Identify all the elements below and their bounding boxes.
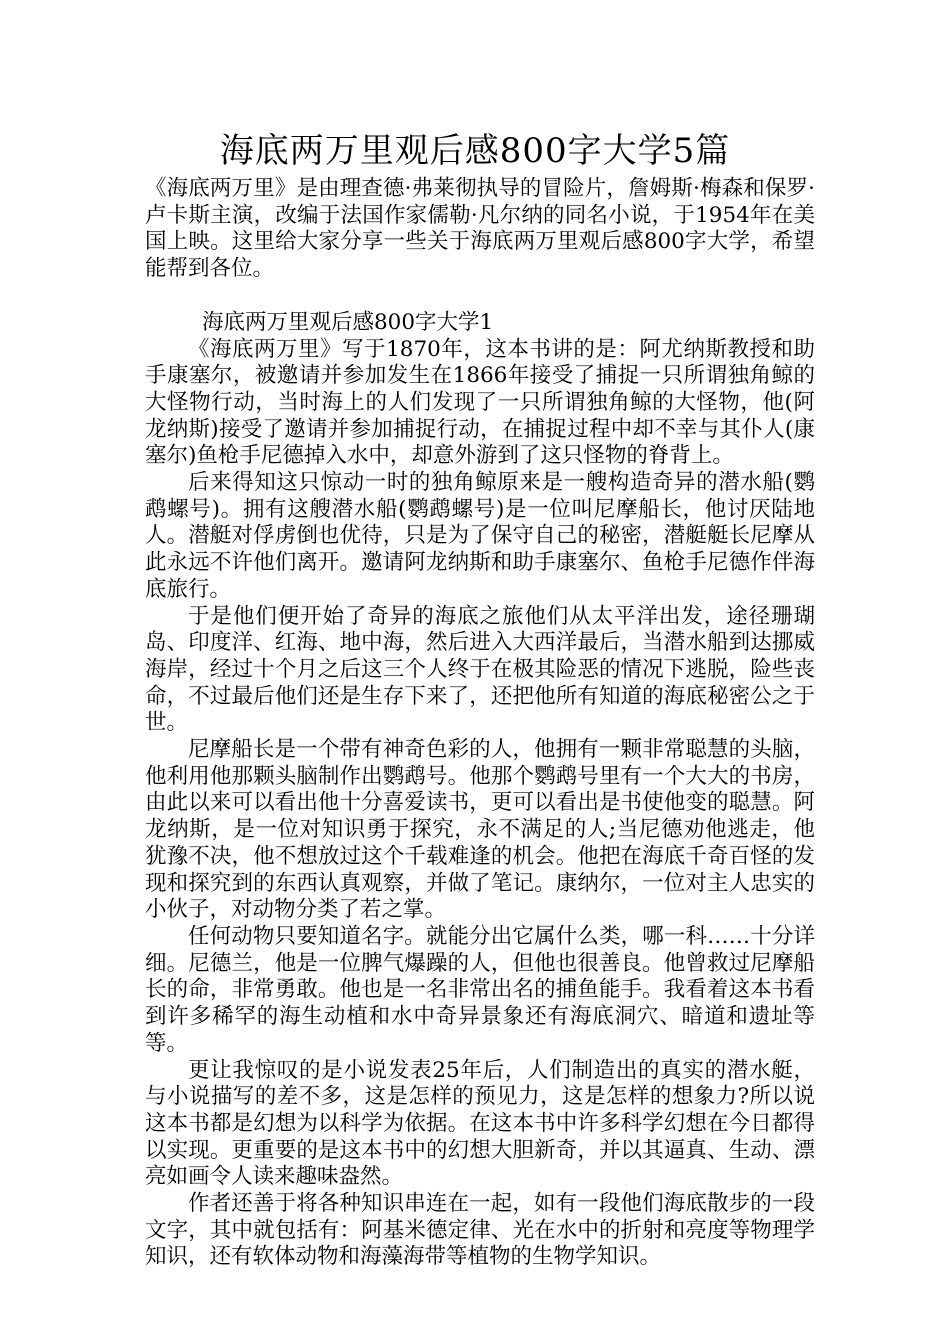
section-heading: 海底两万里观后感800字大学1 xyxy=(202,309,494,335)
body-paragraph: 于是他们便开始了奇异的海底之旅他们从太平洋出发，途径珊瑚岛、印度洋、红海、地中海，然后进入大西洋最后，当潜水船到达挪威海岸，经过十个月之后这三个人终于在极其险恶的情况下逃脱，险些丧命，不过最后他们还是生存下来了，还把他所有知道的海底秘密公之于世。 xyxy=(145,603,815,736)
body-paragraph: 任何动物只要知道名字。就能分出它属什么类，哪一科……十分详细。尼德兰，他是一位脾气爆躁的人，但他也很善良。他曾救过尼摩船长的命，非常勇敢。他也是一名非常出名的捕鱼能手。我看着这本书看到许多稀罕的海生动植和水中奇异景象还有海底洞穴、暗道和遗址等等。 xyxy=(145,923,815,1056)
body-paragraph: 作者还善于将各种知识串连在一起，如有一段他们海底散步的一段文字，其中就包括有：阿基米德定律、光在水中的折射和亮度等物理学知识，还有软体动物和海藻海带等植物的生物学知识。 xyxy=(145,1191,815,1270)
body-paragraph: 后来得知这只惊动一时的独角鲸原来是一艘构造奇异的潜水船(鹦鹉螺号)。拥有这艘潜水船(鹦鹉螺号)是一位叫尼摩船长，他讨厌陆地人。潜艇对俘虏倒也优待，只是为了保守自己的秘密，潜艇艇长尼摩从此永远不许他们离开。邀请阿龙纳斯和助手康塞尔、鱼枪手尼德作伴海底旅行。 xyxy=(145,470,815,602)
body-paragraph: 《海底两万里》写于1870年，这本书讲的是：阿尤纳斯教授和助手康塞尔，被邀请并参加发生在1866年接受了捕捉一只所谓独角鲸的大怪物行动，当时海上的人们发现了一只所谓独角鲸的大怪物，他(阿龙纳斯)接受了邀请并参加捕捉行动，在捕捉过程中却不幸与其仆人(康塞尔)鱼枪手尼德掉入水中，却意外游到了这只怪物的脊背上。 xyxy=(145,336,815,469)
document-body xyxy=(145,176,815,1271)
paragraph-spacer xyxy=(145,283,815,310)
intro-paragraph: 《海底两万里》是由理查德·弗莱彻执导的冒险片，詹姆斯·梅森和保罗·卢卡斯主演，改编于法国作家儒勒·凡尔纳的同名小说，于1954年在美国上映。这里给大家分享一些关于海底两万里观后感800字大学，希望能帮到各位。 xyxy=(145,176,815,282)
body-paragraph: 更让我惊叹的是小说发表25年后，人们制造出的真实的潜水艇，与小说描写的差不多，这是怎样的预见力，这是怎样的想象力?所以说这本书都是幻想为以科学为依据。在这本书中许多科学幻想在今日都得以实现。更重要的是这本书中的幻想大胆新奇，并以其逼真、生动、漂亮如画令人读来趣味盎然。 xyxy=(145,1057,815,1190)
document-title: 海底两万里观后感800字大学5篇 xyxy=(219,131,731,171)
body-paragraph: 尼摩船长是一个带有神奇色彩的人，他拥有一颗非常聪慧的头脑，他利用他那颗头脑制作出鹦鹉号。他那个鹦鹉号里有一个大大的书房，由此以来可以看出他十分喜爱读书，更可以看出是书使他变的聪慧。阿龙纳斯，是一位对知识勇于探究，永不满足的人;当尼德劝他逃走，他犹豫不决，他不想放过这个千载难逢的机会。他把在海底千奇百怪的发现和探究到的东西认真观察，并做了笔记。康纳尔，一位对主人忠实的小伙子，对动物分类了若之掌。 xyxy=(145,737,815,923)
